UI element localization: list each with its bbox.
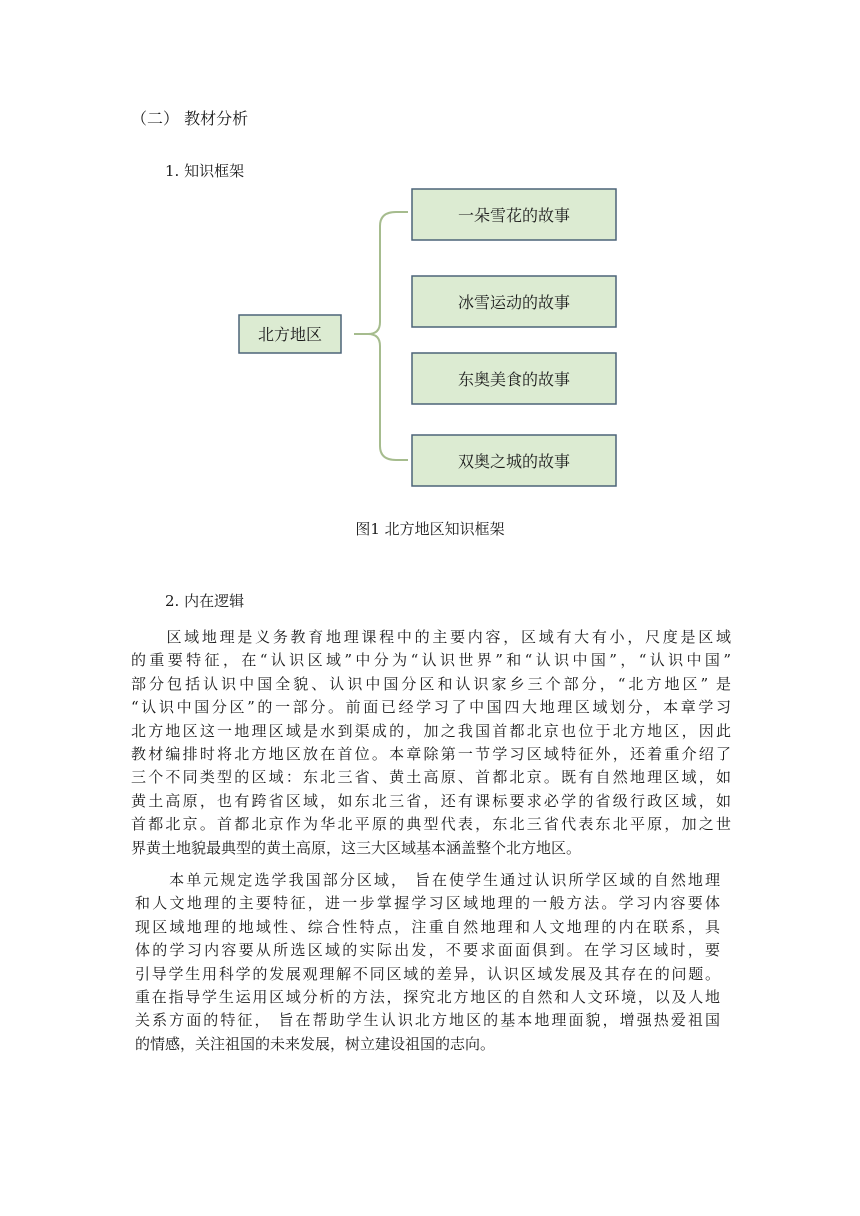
knowledge-framework-diagram xyxy=(0,0,860,520)
paragraph-line: 现区域地理的地域性、综合性特点，注重自然地理和人文地理的内在联系，具 xyxy=(135,917,720,936)
paragraph-line: 黄土高原，也有跨省区域，如东北三省，还有课标要求必学的省级行政区域，如 xyxy=(131,791,731,810)
paragraph-line: 三个不同类型的区域：东北三省、黄土高原、首都北京。既有自然地理区域，如 xyxy=(131,768,731,787)
framework-heading: 1. 知识框架 xyxy=(165,162,245,180)
branch-node-label: 冰雪运动的故事 xyxy=(457,293,571,312)
logic-paragraph-1 xyxy=(131,626,731,860)
paragraph-line: 的重要特征，在“认识区域”中分为“认识世界”和“认识中国”，“认识中国” xyxy=(131,651,731,670)
paragraph-line: 区域地理是义务教育地理课程中的主要内容，区域有大有小，尺度是区域 xyxy=(131,628,731,646)
paragraph-line: 重在指导学生运用区域分析的方法，探究北方地区的自然和人文环境，以及人地 xyxy=(135,988,720,1007)
logic-paragraph-2 xyxy=(135,869,720,1056)
paragraph-line: 界黄土地貌最典型的黄土高原，这三大区域基本涵盖整个北方地区。 xyxy=(131,838,582,857)
paragraph-line: 的情感，关注祖国的未来发展，树立建设祖国的志向。 xyxy=(135,1034,496,1053)
section-heading: （二） 教材分析 xyxy=(131,109,249,128)
paragraph-line: 关系方面的特征， 旨在帮助学生认识北方地区的基本地理面貌，增强热爱祖国 xyxy=(135,1011,720,1030)
bracket-connector xyxy=(354,212,408,460)
paragraph-line: 引导学生用科学的发展观理解不同区域的差异，认识区域发展及其存在的问题。 xyxy=(135,964,720,983)
branch-node-label: 东奥美食的故事 xyxy=(457,370,571,389)
paragraph-line: 体的学习内容要从所选区域的实际出发，不要求面面俱到。在学习区域时，要 xyxy=(135,941,720,960)
paragraph-line: 部分包括认识中国全貌、认识中国分区和认识家乡三个部分，“北方地区” 是 xyxy=(131,674,731,693)
logic-heading: 2. 内在逻辑 xyxy=(165,592,245,610)
paragraph-line: 北方地区这一地理区域是水到渠成的，加之我国首都北京也位于北方地区，因此 xyxy=(131,721,731,740)
branch-node-label: 双奥之城的故事 xyxy=(457,452,571,471)
paragraph-line: “认识中国分区”的一部分。前面已经学习了中国四大地理区域划分，本章学习 xyxy=(131,698,731,717)
root-node-label: 北方地区 xyxy=(257,325,323,344)
paragraph-line: 和人文地理的主要特征，进一步掌握学习区域地理的一般方法。学习内容要体 xyxy=(135,894,720,913)
paragraph-line: 本单元规定选学我国部分区域， 旨在使学生通过认识所学区域的自然地理 xyxy=(135,871,720,889)
figure-caption: 图1 北方地区知识框架 xyxy=(355,520,505,538)
branch-node-label: 一朵雪花的故事 xyxy=(457,206,571,225)
paragraph-line: 教材编排时将北方地区放在首位。本章除第一节学习区域特征外，还着重介绍了 xyxy=(131,745,731,764)
paragraph-line: 首都北京。首都北京作为华北平原的典型代表，东北三省代表东北平原，加之世 xyxy=(131,815,731,834)
